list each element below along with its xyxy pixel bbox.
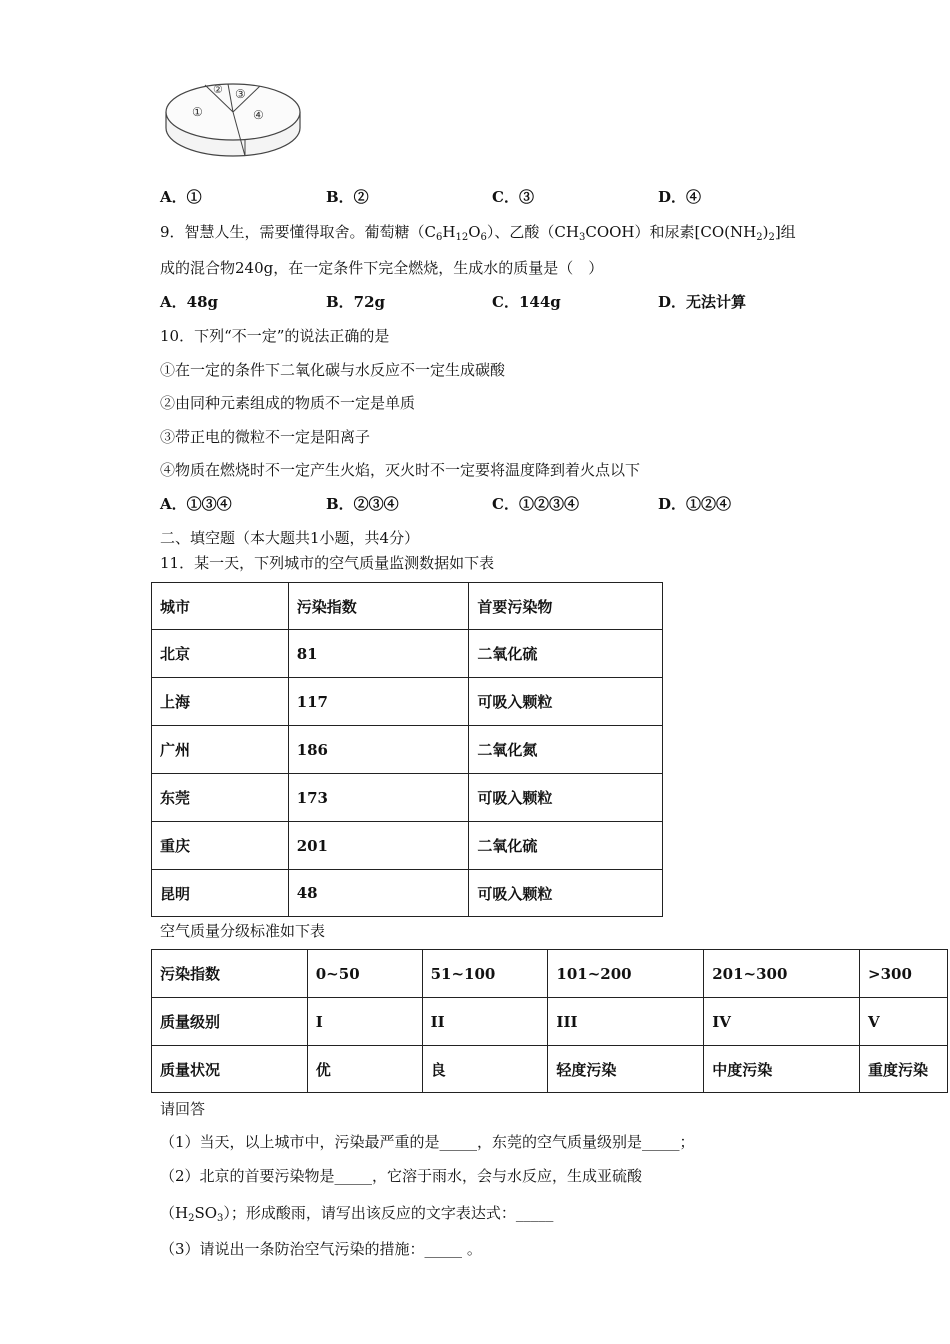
table-cell: 北京: [152, 630, 289, 678]
table-cell: 48: [288, 870, 469, 917]
table-header: 城市: [152, 583, 289, 630]
table-header: 污染指数: [288, 583, 469, 630]
table-cell: 二氧化氮: [469, 726, 663, 774]
q9-option-d: D．无法计算: [658, 293, 747, 311]
table-cell: 优: [307, 1046, 422, 1093]
table-header: 首要污染物: [469, 583, 663, 630]
q10-option-c: C．①②③④: [492, 495, 579, 513]
air-quality-standard-table: [151, 949, 948, 1093]
pie-chart-figure: [160, 76, 310, 158]
table-cell: 101~200: [548, 950, 704, 998]
table-cell: 良: [422, 1046, 548, 1093]
q11-sub2-line1: （2）北京的首要污染物是_____，它溶于雨水，会与水反应，生成亚硫酸: [160, 1167, 643, 1185]
q10-item: ③带正电的微粒不一定是阳离子: [160, 428, 371, 446]
table-cell: 可吸入颗粒: [469, 870, 663, 917]
table-row: [152, 870, 663, 917]
table-cell: 51~100: [422, 950, 548, 998]
table-cell: 201~300: [704, 950, 860, 998]
table-cell: I: [307, 998, 422, 1046]
table-row: [152, 950, 948, 998]
q9-option-c: C．144g: [492, 293, 561, 311]
table-cell: 可吸入颗粒: [469, 678, 663, 726]
q11-sub3: （3）请说出一条防治空气污染的措施：_____ 。: [160, 1240, 482, 1258]
q9-option-b: B．72g: [326, 293, 386, 311]
q11-ask: 请回答: [160, 1100, 206, 1118]
table-cell: >300: [860, 950, 948, 998]
q10-item: ①在一定的条件下二氧化碳与水反应不一定生成碳酸: [160, 361, 506, 379]
table-row: [152, 774, 663, 822]
q10-option-a: A．①③④: [160, 495, 232, 513]
table-cell: 173: [288, 774, 469, 822]
q11-stem: 11．某一天，下列城市的空气质量监测数据如下表: [160, 554, 495, 572]
table-cell: 广州: [152, 726, 289, 774]
table2-caption: 空气质量分级标准如下表: [160, 922, 326, 940]
table-cell: 昆明: [152, 870, 289, 917]
q11-sub2-line2: $(H_2SO_3)$；形成酸雨，请写出该反应的文字表达式：_____: [160, 1204, 554, 1224]
table-header-row: [152, 583, 663, 630]
table-cell: IV: [704, 998, 860, 1046]
pie-label: ③: [235, 87, 246, 101]
pie-label: ①: [192, 105, 203, 119]
q8-option-c: C．③: [492, 188, 534, 206]
table-cell: 上海: [152, 678, 289, 726]
pie-label: ④: [253, 108, 264, 122]
q10-option-d: D．①②④: [658, 495, 732, 513]
table-cell: 质量状况: [152, 1046, 308, 1093]
q9-option-a: A．48g: [160, 293, 219, 311]
q11-sub1: （1）当天，以上城市中，污染最严重的是_____，东莞的空气质量级别是_____；: [160, 1133, 695, 1151]
table-cell: III: [548, 998, 704, 1046]
q10-option-b: B．②③④: [326, 495, 399, 513]
table-cell: 质量级别: [152, 998, 308, 1046]
table-cell: 轻度污染: [548, 1046, 704, 1093]
table-cell: 污染指数: [152, 950, 308, 998]
q10-item: ②由同种元素组成的物质不一定是单质: [160, 394, 416, 412]
table-cell: 186: [288, 726, 469, 774]
table-cell: 中度污染: [704, 1046, 860, 1093]
table-cell: V: [860, 998, 948, 1046]
table-cell: 二氧化硫: [469, 822, 663, 870]
section-title: 二、填空题（本大题共1小题，共4分）: [160, 529, 420, 547]
table-cell: 东莞: [152, 774, 289, 822]
q8-option-d: D．④: [658, 188, 702, 206]
table-cell: II: [422, 998, 548, 1046]
table-cell: 二氧化硫: [469, 630, 663, 678]
city-air-quality-table: [151, 582, 663, 917]
table-row: [152, 726, 663, 774]
q9-stem-line1: 9．智慧人生，需要懂得取舍。葡萄糖$(C_6H_{12}O_6)$、乙酸$(CH_3COOH)$和尿素$[CO(NH_2)_2]$组: [160, 223, 796, 243]
table-row: [152, 1046, 948, 1093]
q8-option-a: A．①: [160, 188, 202, 206]
table-cell: 201: [288, 822, 469, 870]
table-row: [152, 678, 663, 726]
q10-item: ④物质在燃烧时不一定产生火焰，灭火时不一定要将温度降到着火点以下: [160, 461, 641, 479]
q10-stem: 10．下列“不一定”的说法正确的是: [160, 327, 390, 345]
q8-option-b: B．②: [326, 188, 369, 206]
table-cell: 0~50: [307, 950, 422, 998]
q9-stem-line2: 成的混合物240g，在一定条件下完全燃烧，生成水的质量是（ ）: [160, 259, 604, 277]
table-cell: 81: [288, 630, 469, 678]
pie-label: ②: [213, 83, 223, 96]
table-cell: 重庆: [152, 822, 289, 870]
table-cell: 117: [288, 678, 469, 726]
table-row: [152, 630, 663, 678]
table-row: [152, 998, 948, 1046]
table-cell: 重度污染: [860, 1046, 948, 1093]
table-row: [152, 822, 663, 870]
table-cell: 可吸入颗粒: [469, 774, 663, 822]
